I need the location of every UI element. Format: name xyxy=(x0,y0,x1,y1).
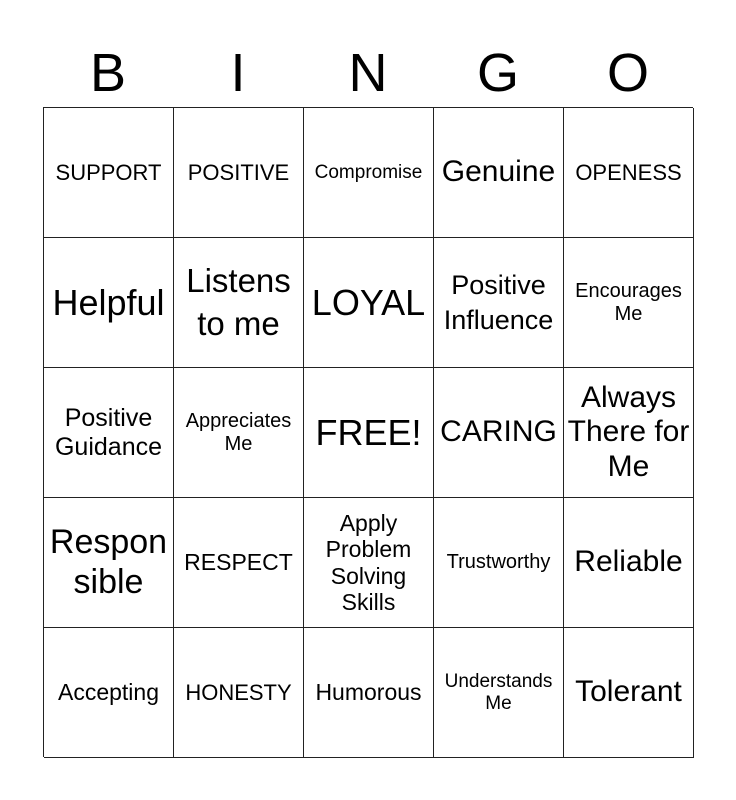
bingo-cell[interactable]: CARING xyxy=(434,368,564,498)
bingo-cell[interactable]: Genuine xyxy=(434,108,564,238)
bingo-cell[interactable]: Reliable xyxy=(564,498,694,628)
bingo-cell[interactable]: LOYAL xyxy=(304,238,434,368)
bingo-cell[interactable]: OPENESS xyxy=(564,108,694,238)
bingo-cell[interactable]: POSITIVE xyxy=(174,108,304,238)
bingo-cell[interactable]: HONESTY xyxy=(174,628,304,758)
bingo-cell[interactable]: Helpful xyxy=(44,238,174,368)
bingo-cell[interactable]: Positive Influence xyxy=(434,238,564,368)
bingo-board xyxy=(43,107,693,757)
bingo-cell[interactable]: Compromise xyxy=(304,108,434,238)
bingo-cell[interactable]: Respon sible xyxy=(44,498,174,628)
header-letter-n: N xyxy=(348,43,388,103)
free-space-cell[interactable]: FREE! xyxy=(304,368,434,498)
bingo-cell[interactable]: Listens to me xyxy=(174,238,304,368)
header-letter-o: O xyxy=(606,43,649,103)
bingo-cell[interactable]: Positive Guidance xyxy=(44,368,174,498)
bingo-cell[interactable]: Appreciates Me xyxy=(174,368,304,498)
bingo-cell[interactable]: Trustworthy xyxy=(434,498,564,628)
bingo-cell[interactable]: Tolerant xyxy=(564,628,694,758)
bingo-cell[interactable]: Always There for Me xyxy=(564,368,694,498)
bingo-cell[interactable]: Understands Me xyxy=(434,628,564,758)
bingo-cell[interactable]: Apply Problem Solving Skills xyxy=(304,498,434,628)
header-letter-i: I xyxy=(230,43,246,103)
bingo-cell[interactable]: Accepting xyxy=(44,628,174,758)
bingo-header xyxy=(43,40,693,106)
header-letter-b: B xyxy=(89,43,127,103)
bingo-cell[interactable]: RESPECT xyxy=(174,498,304,628)
bingo-cell[interactable]: Encourages Me xyxy=(564,238,694,368)
bingo-cell[interactable]: SUPPORT xyxy=(44,108,174,238)
header-letter-g: G xyxy=(476,43,519,103)
bingo-cell[interactable]: Humorous xyxy=(304,628,434,758)
